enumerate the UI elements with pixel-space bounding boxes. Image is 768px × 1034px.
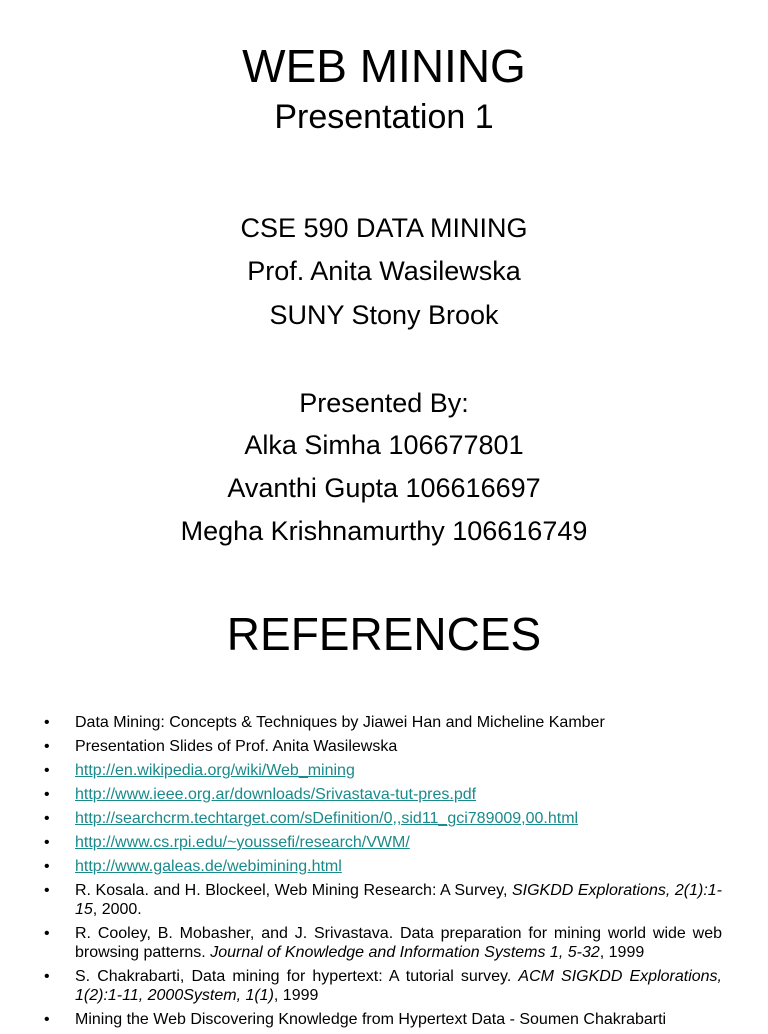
bullet-icon: • xyxy=(44,925,50,942)
references-slide xyxy=(0,580,768,1028)
bullet-icon: • xyxy=(44,968,50,985)
references-list xyxy=(44,713,722,1034)
reference-item xyxy=(44,924,722,962)
reference-item xyxy=(44,737,722,756)
reference-item xyxy=(44,809,722,828)
reference-item xyxy=(44,881,722,919)
bullet-icon: • xyxy=(44,810,50,827)
reference-year: , 1999 xyxy=(273,987,319,1004)
reference-item xyxy=(44,713,722,732)
reference-link[interactable]: http://searchcrm.techtarget.com/sDefinition/0,,sid11_gci789009,00.html xyxy=(75,810,579,827)
reference-item xyxy=(44,833,722,852)
reference-journal: SIGKDD Explorations, 2(1):1-15 xyxy=(75,882,722,918)
reference-text: Presentation Slides of Prof. Anita Wasilewska xyxy=(75,738,398,755)
bullet-icon: • xyxy=(44,858,50,875)
reference-year: , 2000. xyxy=(92,901,142,918)
presenter-2: Avanthi Gupta 106616697 xyxy=(227,473,541,503)
reference-text: R. Kosala. and H. Blockeel, Web Mining Research: A Survey, xyxy=(75,882,512,899)
presenter-1: Alka Simha 106677801 xyxy=(244,430,524,460)
references-title: REFERENCES xyxy=(226,608,542,660)
reference-link[interactable]: http://en.wikipedia.org/wiki/Web_mining xyxy=(75,762,355,779)
reference-link[interactable]: http://www.cs.rpi.edu/~youssefi/research/VWM/ xyxy=(75,834,410,851)
reference-item xyxy=(44,967,722,1005)
presenter-3: Megha Krishnamurthy 106616749 xyxy=(180,516,588,546)
university-name: SUNY Stony Brook xyxy=(269,300,499,330)
reference-journal: ACM SIGKDD Explorations, 1(2):1-11, 2000System, 1(1) xyxy=(75,968,722,1004)
reference-year: , 1999 xyxy=(599,944,645,961)
bullet-icon: • xyxy=(44,714,50,731)
reference-item xyxy=(44,857,722,876)
professor-name: Prof. Anita Wasilewska xyxy=(247,256,521,286)
presented-by-label: Presented By: xyxy=(299,388,469,418)
bullet-icon: • xyxy=(44,882,50,899)
reference-text: Mining the Web Discovering Knowledge from Hypertext Data - Soumen Chakrabarti xyxy=(75,1011,667,1028)
reference-link[interactable]: http://www.galeas.de/webimining.html xyxy=(75,858,342,875)
course-name: CSE 590 DATA MINING xyxy=(240,213,528,243)
bullet-icon: • xyxy=(44,1011,50,1028)
slide-subtitle: Presentation 1 xyxy=(274,98,494,136)
bullet-icon: • xyxy=(44,786,50,803)
reference-text: R. Cooley, B. Mobasher, and J. Srivastava. Data preparation for mining world wide web browsing patterns. xyxy=(75,925,722,961)
reference-item xyxy=(44,785,722,804)
slide-title: WEB MINING xyxy=(242,40,526,92)
reference-item xyxy=(44,1010,722,1029)
reference-link[interactable]: http://www.ieee.org.ar/downloads/Srivastava-tut-pres.pdf xyxy=(75,786,477,803)
bullet-icon: • xyxy=(44,738,50,755)
reference-text: Data Mining: Concepts & Techniques by Jiawei Han and Micheline Kamber xyxy=(75,714,605,731)
bullet-icon: • xyxy=(44,834,50,851)
reference-text: S. Chakrabarti, Data mining for hypertext: A tutorial survey. xyxy=(75,968,519,985)
bullet-icon: • xyxy=(44,762,50,779)
reference-item xyxy=(44,761,722,780)
reference-journal: Journal of Knowledge and Information Systems 1, 5-32 xyxy=(210,944,600,961)
